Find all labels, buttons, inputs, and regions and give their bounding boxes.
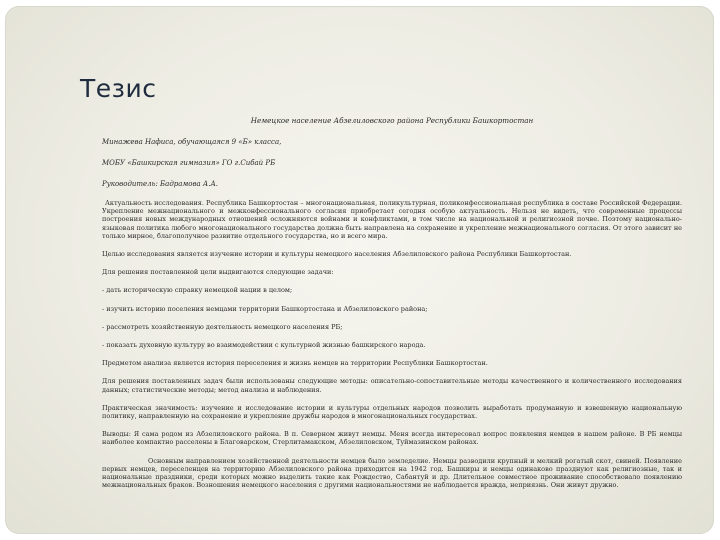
paragraph-conclusions: Выводы: Я сама родом из Абзелиловского района. В п. Северном живут немцы. Меня всегда интересовал вопрос появления немцев в нашем районе. В РБ немцы наиболее компактно расселены в Благоварском, Стерлитамакском, Абзелиловском, Туймазинском районах. (102, 430, 682, 447)
slide-body (102, 116, 682, 499)
paragraph-relevance: Актуальность исследования. Республика Башкортостан – многонациональная, поликультурная, поликонфессиональная республика в составе Российской Федерации. Укрепление межнационального и межконфессионального согласия приобретает сегодня особую актуальность. Нельзя не видеть, что современные процессы построения новых международных отношений осложняются войнами и конфликтами, в том числе на национальной и религиозной почве. Поэтому национально-языковая политика любого многонационального государства должна быть направлена на сохранение и укрепление межнационального согласия. От этого зависит не только мирное, благополучное развитие отдельного государства, но и всего мира. (102, 199, 682, 240)
paragraph-methods: Для решения поставленных задач были использованы следующие методы: описательно-сопоставительные методы качественного и количественного исследования данных; статистические методы; метод анализа и наблюдения. (102, 377, 682, 394)
task-item: - показать духовную культуру во взаимодействии с культурной жизнью башкирского народа. (102, 341, 426, 350)
paragraph-tasks-intro: Для решения поставленной цели выдвигаются следующие задачи: (102, 268, 334, 277)
paragraph-goal: Целью исследования является изучение истории и культуры немецкого населения Абзелиловского района Республики Башкортостан. (102, 250, 572, 259)
school-line: МОБУ «Башкирская гимназия» ГО г.Сибай РБ (102, 159, 276, 167)
subtitle: Немецкое население Абзелиловского района Республики Башкортостан (250, 116, 534, 125)
paragraph-economy: Основным направлением хозяйственной деятельности немцев было земледелие. Немцы разводили крупный и мелкий рогатый скот, свиней. Появление первых немцев, переселенцев на территорию Абзелиловского района приходится на 1942 год. Башкиры и немцы одинаково празднуют как религиозные, так и национальные праздники, среди которых можно выделить такие как Рождество, Сабантуй и др. Длительное совместное проживание способствовало появлению межнациональных браков. Возношения немецкого населения с другими национальностями не наблюдается вражда, неприязнь. Они живут дружно. (102, 456, 682, 490)
supervisor-line: Руководитель: Бадрамова А.А. (102, 180, 218, 188)
task-item: - изучить историю поселения немцами территории Башкортостана и Абзелиловского района; (102, 304, 428, 313)
slide (5, 6, 714, 534)
paragraph-subject: Предметом анализа является история переселения и жизнь немцев на территории Республики Башкортостан. (102, 359, 488, 368)
task-item: - рассмотреть хозяйственную деятельность немецкого населения РБ; (102, 322, 343, 331)
author-line: Минажева Нафиса, обучающаяся 9 «Б» класса, (102, 138, 282, 146)
paragraph-practical: Практическая значимость: изучение и исследование истории и культуры отдельных народов позволить выработать продуманную и взвешенную национальную политику, направленную на сохранение и укрепление дружбы народов в многонациональных государствах. (102, 403, 682, 421)
slide-title: Тезис (80, 74, 157, 103)
task-item: - дать историческую справку немецкой нации в целом; (102, 286, 293, 295)
